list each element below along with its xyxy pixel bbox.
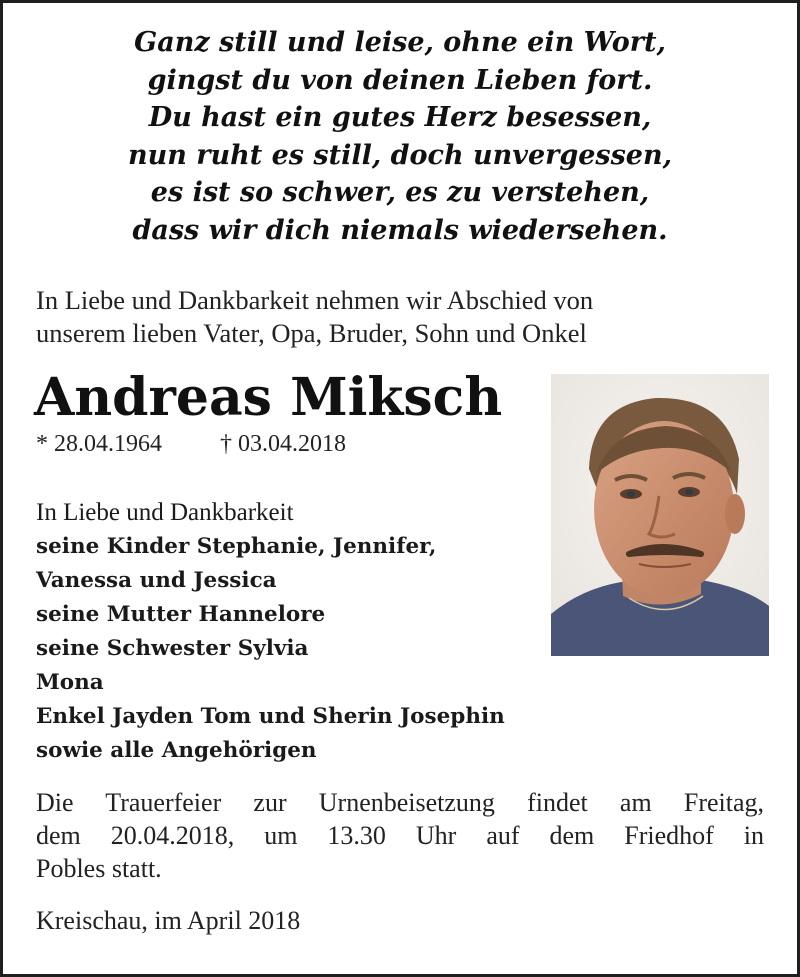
portrait-image <box>551 374 769 656</box>
intro-line: In Liebe und Dankbarkeit nehmen wir Abschied von <box>36 285 594 315</box>
portrait-photo <box>551 374 769 656</box>
poem-line: Ganz still und leise, ohne ein Wort, <box>134 27 666 58</box>
death-date: † 03.04.2018 <box>220 431 346 457</box>
poem-line: nun ruht es still, doch unvergessen, <box>127 139 673 171</box>
mourner-line: sowie alle Angehörigen <box>36 738 317 763</box>
poem-line: dass wir dich niemals wiedersehen. <box>132 214 668 246</box>
mourners-heading: In Liebe und Dankbarkeit <box>36 499 294 526</box>
mourner-line: seine Kinder Stephanie, Jennifer, <box>36 534 437 559</box>
life-dates <box>36 428 346 460</box>
place-and-date: Kreischau, im April 2018 <box>36 906 301 935</box>
mourner-line: seine Mutter Hannelore <box>36 602 326 627</box>
service-announcement <box>36 786 764 885</box>
mourner-line: Vanessa und Jessica <box>36 568 277 593</box>
mourner-line: seine Schwester Sylvia <box>36 636 309 661</box>
birth-date: * 28.04.1964 <box>36 431 162 457</box>
service-line: Die Trauerfeier zur Urnenbeisetzung findet am Freitag, <box>36 788 764 817</box>
deceased-name: Andreas Miksch <box>34 367 503 428</box>
service-line: Pobles statt. <box>36 854 162 883</box>
poem-line: Du hast ein gutes Herz besessen, <box>148 102 652 133</box>
poem-line: es ist so schwer, es zu verstehen, <box>150 177 650 208</box>
service-line: dem 20.04.2018, um 13.30 Uhr auf dem Friedhof in <box>36 821 764 850</box>
mourners-list <box>36 496 556 768</box>
farewell-intro <box>36 284 766 350</box>
memorial-poem <box>40 24 760 249</box>
poem-line: gingst du von deinen Lieben fort. <box>147 64 653 96</box>
mourner-line: Mona <box>36 670 104 695</box>
intro-line: unserem lieben Vater, Opa, Bruder, Sohn und Onkel <box>36 318 587 348</box>
mourner-line: Enkel Jayden Tom und Sherin Josephin <box>36 704 505 729</box>
